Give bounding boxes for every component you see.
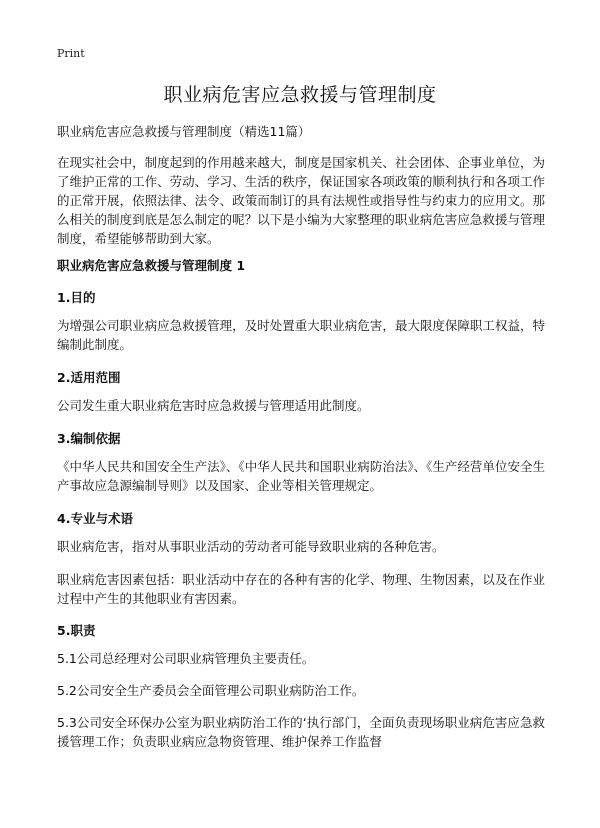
scope-paragraph: 公司发生重大职业病危害时应急救援与管理适用此制度。 (57, 398, 370, 413)
duty-5-3: 5.3公司安全环保办公室为职业病防治工作的‘执行部门，全面负责现场职业病危害应急救援管理工作；负责职业病应急物资管理、维护保养工作监督 (57, 715, 545, 749)
heading-terms: 4.专业与术语 (57, 511, 133, 526)
heading-duties: 5.职责 (57, 623, 96, 638)
duty-5-2: 5.2公司安全生产委员会全面管理公司职业病防治工作。 (57, 683, 365, 698)
section-title: 职业病危害应急救援与管理制度 1 (57, 258, 246, 273)
purpose-paragraph: 为增强公司职业病应急救援管理，及时处置重大职业病危害，最大限度保障职工权益，特编制此制度。 (57, 318, 545, 352)
basis-paragraph: 《中华人民共和国安全生产法》、《中华人民共和国职业病防治法》、《生产经营单位安全生产事故应急源编制导则》以及国家、企业等相关管理规定。 (57, 459, 545, 493)
document-title: 职业病危害应急救援与管理制度 (163, 84, 437, 106)
heading-purpose: 1.目的 (57, 290, 96, 305)
duty-5-1: 5.1公司总经理对公司职业病管理负主要责任。 (57, 651, 315, 666)
document-subtitle: 职业病危害应急救援与管理制度（精选11篇） (57, 124, 311, 139)
print-label: Print (57, 47, 85, 60)
heading-basis: 3.编制依据 (57, 431, 121, 446)
heading-scope: 2.适用范围 (57, 370, 121, 385)
terms-paragraph-1: 职业病危害，指对从事职业活动的劳动者可能导致职业病的各种危害。 (57, 539, 445, 554)
intro-paragraph: 在现实社会中，制度起到的作用越来越大，制度是国家机关、社会团体、企事业单位，为了维护正常的工作、劳动、学习、生活的秩序，保证国家各项政策的顺利执行和各项工作的正常开展，依照法律、法令、政策而制订的具有法规性或指导性与约束力的应用文。那么相关的制度到底是怎么制定的呢？以下是小编为大家整理的职业病危害应急救援与管理制度，希望能够帮助到大家。 (57, 155, 545, 246)
terms-paragraph-2: 职业病危害因素包括：职业活动中存在的各种有害的化学、物理、生物因素，以及在作业过程中产生的其他职业有害因素。 (57, 572, 545, 606)
